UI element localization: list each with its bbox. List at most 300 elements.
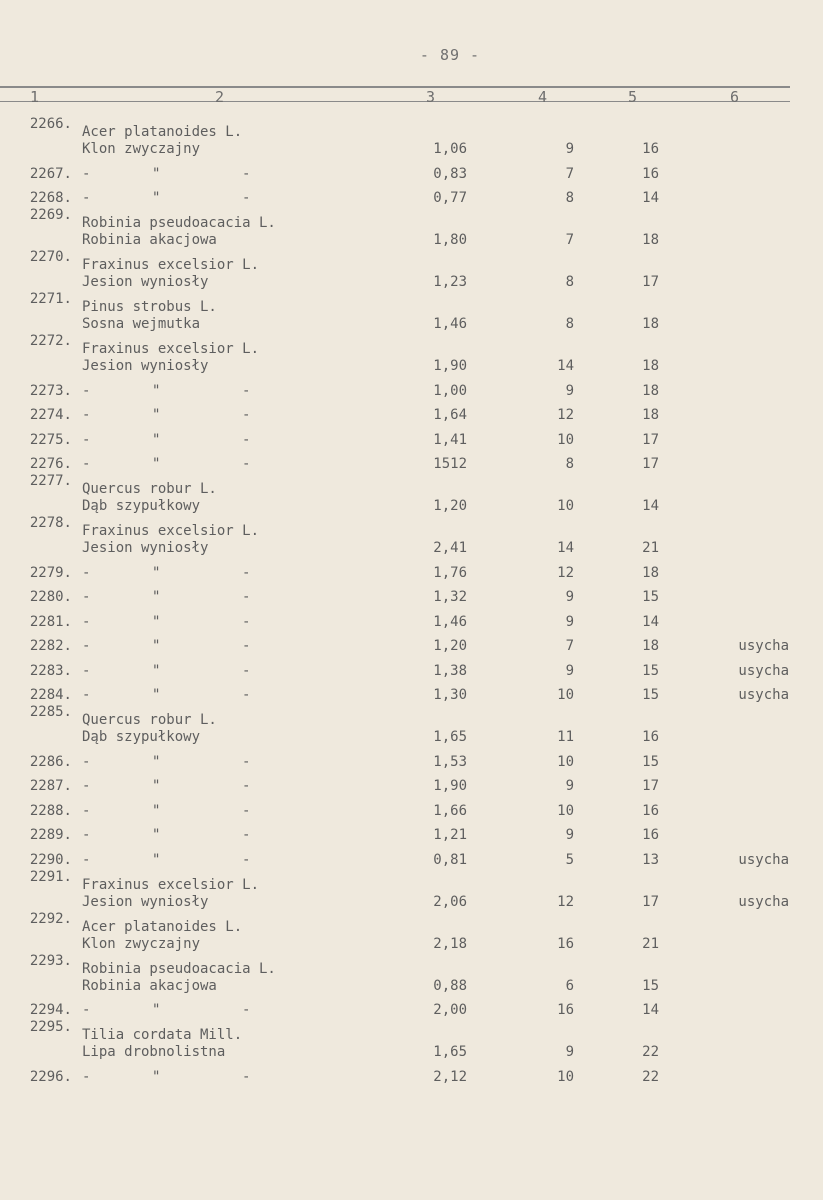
polish-name: Dąb szypułkowy (82, 498, 201, 514)
latin-name: Fraxinus excelsior L. (82, 523, 260, 539)
ditto-mark: " (152, 456, 161, 472)
ditto-dash: - (242, 165, 251, 182)
entry-number: 2283. (29, 662, 72, 679)
age-value: 14 (642, 613, 659, 630)
header-rule-top (0, 86, 790, 88)
ditto-mark: " (152, 638, 161, 654)
remarks-value (659, 771, 797, 796)
table-row (0, 582, 797, 607)
age-value: 15 (642, 662, 659, 679)
age-value: 14 (642, 1002, 659, 1018)
entry-number: 2290. (29, 851, 72, 868)
diameter-value: 1,46 (433, 316, 467, 332)
latin-name: Quercus robur L. (82, 712, 217, 728)
diameter-value: 2,41 (433, 540, 467, 556)
remarks-value: usycha (738, 662, 789, 679)
species-name (78, 795, 417, 820)
ditto-dash: - (82, 190, 91, 206)
diameter-value: 1,30 (433, 687, 467, 703)
entry-number: 2289. (29, 827, 72, 843)
entry-number: 2284. (29, 687, 72, 703)
height-value: 12 (557, 893, 574, 910)
polish-name: Dąb szypułkowy (82, 729, 201, 745)
entry-number: 2278. (29, 515, 72, 531)
height-value: 10 (557, 431, 574, 448)
ditto-mark: " (152, 1068, 161, 1085)
ditto-mark: " (152, 613, 161, 630)
entry-number: 2296. (29, 1068, 72, 1085)
diameter-value: 0,88 (433, 977, 467, 994)
table-row (0, 869, 797, 911)
height-value: 10 (557, 1068, 574, 1085)
entry-number: 2270. (29, 249, 72, 265)
age-value: 22 (642, 1068, 659, 1085)
ditto-dash: - (242, 851, 251, 868)
ditto-dash: - (82, 165, 91, 182)
ditto-dash: - (242, 687, 251, 703)
species-name (78, 158, 417, 183)
latin-name: Pinus strobus L. (82, 299, 217, 315)
table-row (0, 631, 797, 656)
entry-number: 2269. (29, 207, 72, 223)
polish-name: Klon zwyczajny (82, 141, 201, 157)
ditto-dash: - (242, 662, 251, 679)
age-value: 21 (642, 540, 659, 556)
entry-number: 2279. (29, 564, 72, 581)
species-name (78, 844, 417, 869)
ditto-mark: " (152, 407, 161, 423)
ditto-mark: " (152, 851, 161, 868)
table-row (0, 557, 797, 582)
diameter-value: 1,06 (433, 141, 467, 157)
species-name (78, 953, 417, 995)
table-row (0, 680, 797, 705)
ditto-dash: - (242, 190, 251, 206)
column-number-5: 5 (628, 88, 638, 106)
remarks-value (659, 704, 797, 746)
height-value: 7 (565, 638, 574, 654)
remarks-value (659, 207, 797, 249)
remarks-value (659, 820, 797, 845)
ditto-mark: " (152, 165, 161, 182)
polish-name: Jesion wyniosły (82, 358, 209, 374)
age-value: 14 (642, 498, 659, 514)
diameter-value: 1,90 (433, 778, 467, 794)
age-value: 17 (642, 431, 659, 448)
species-name (78, 746, 417, 771)
ditto-mark: " (152, 1002, 161, 1018)
header-rule-bottom (0, 101, 790, 102)
entry-number: 2281. (29, 613, 72, 630)
remarks-value (659, 291, 797, 333)
table-row (0, 207, 797, 249)
ditto-mark: " (152, 687, 161, 703)
species-name (78, 869, 417, 911)
species-name (78, 771, 417, 796)
entry-number: 2285. (29, 704, 72, 720)
table-row (0, 424, 797, 449)
age-value: 16 (642, 827, 659, 843)
entry-number: 2293. (29, 952, 72, 969)
age-value: 15 (642, 687, 659, 703)
entry-number: 2295. (29, 1019, 72, 1035)
remarks-value (659, 995, 797, 1020)
ditto-dash: - (82, 851, 91, 868)
species-name (78, 291, 417, 333)
ditto-mark: " (152, 778, 161, 794)
species-name (78, 1061, 417, 1086)
ditto-dash: - (242, 1068, 251, 1085)
diameter-value: 1,53 (433, 753, 467, 770)
latin-name: Robinia pseudoacacia L. (82, 960, 276, 977)
age-value: 18 (642, 407, 659, 423)
diameter-value: 1,00 (433, 382, 467, 399)
height-value: 10 (557, 687, 574, 703)
ditto-mark: " (152, 382, 161, 399)
column-number-1: 1 (30, 88, 40, 106)
diameter-value: 2,00 (433, 1002, 467, 1018)
height-value: 12 (557, 564, 574, 581)
height-value: 8 (565, 274, 574, 290)
height-value: 8 (565, 316, 574, 332)
table-row (0, 771, 797, 796)
age-value: 18 (642, 232, 659, 248)
height-value: 14 (557, 358, 574, 374)
diameter-value: 1,65 (433, 1044, 467, 1060)
height-value: 11 (557, 729, 574, 745)
diameter-value: 1,21 (433, 827, 467, 843)
table-row (0, 911, 797, 953)
age-value: 18 (642, 564, 659, 581)
height-value: 10 (557, 498, 574, 514)
page-number: - 89 - (419, 46, 481, 64)
latin-name: Quercus robur L. (82, 481, 217, 497)
ditto-dash: - (242, 431, 251, 448)
polish-name: Klon zwyczajny (82, 935, 201, 952)
polish-name: Robinia akacjowa (82, 232, 217, 248)
ditto-dash: - (242, 613, 251, 630)
remarks-value (659, 183, 797, 208)
age-value: 16 (642, 165, 659, 182)
ditto-dash: - (82, 638, 91, 654)
polish-name: Lipa drobnolistna (82, 1044, 226, 1060)
diameter-value: 1,20 (433, 638, 467, 654)
entry-number: 2273. (29, 382, 72, 399)
remarks-value (659, 557, 797, 582)
ditto-dash: - (242, 589, 251, 605)
species-name (78, 631, 417, 656)
height-value: 16 (557, 935, 574, 952)
species-name (78, 473, 417, 515)
latin-name: Tilia cordata Mill. (82, 1027, 243, 1043)
species-name (78, 333, 417, 375)
remarks-value (659, 473, 797, 515)
age-value: 15 (642, 589, 659, 605)
ditto-dash: - (82, 753, 91, 770)
species-name (78, 424, 417, 449)
remarks-value: usycha (738, 687, 789, 703)
diameter-value: 1,20 (433, 498, 467, 514)
height-value: 6 (565, 977, 574, 994)
ditto-dash: - (242, 382, 251, 399)
age-value: 16 (642, 141, 659, 157)
ditto-mark: " (152, 431, 161, 448)
ditto-dash: - (82, 802, 91, 819)
species-name (78, 116, 417, 158)
age-value: 13 (642, 851, 659, 868)
height-value: 14 (557, 540, 574, 556)
entry-number: 2272. (29, 333, 72, 349)
table-row (0, 795, 797, 820)
age-value: 18 (642, 358, 659, 374)
entry-number: 2267. (29, 165, 72, 182)
latin-name: Fraxinus excelsior L. (82, 257, 260, 273)
diameter-value: 2,12 (433, 1068, 467, 1085)
table-row (0, 291, 797, 333)
diameter-value: 1,46 (433, 613, 467, 630)
table-row (0, 375, 797, 400)
ditto-dash: - (242, 407, 251, 423)
table-row (0, 844, 797, 869)
age-value: 17 (642, 778, 659, 794)
ditto-dash: - (82, 456, 91, 472)
ditto-dash: - (82, 589, 91, 605)
height-value: 9 (565, 778, 574, 794)
ditto-dash: - (242, 827, 251, 843)
entry-number: 2277. (29, 473, 72, 489)
height-value: 9 (565, 827, 574, 843)
height-value: 9 (565, 382, 574, 399)
ditto-dash: - (82, 687, 91, 703)
height-value: 16 (557, 1002, 574, 1018)
remarks-value (659, 746, 797, 771)
species-name (78, 995, 417, 1020)
diameter-value: 1,64 (433, 407, 467, 423)
remarks-value (659, 953, 797, 995)
remarks-value (659, 424, 797, 449)
age-value: 18 (642, 638, 659, 654)
remarks-value (659, 582, 797, 607)
height-value: 8 (565, 456, 574, 472)
age-value: 18 (642, 316, 659, 332)
polish-name: Jesion wyniosły (82, 540, 209, 556)
remarks-value (659, 606, 797, 631)
species-name (78, 515, 417, 557)
entry-number: 2292. (29, 910, 72, 927)
remarks-value (659, 158, 797, 183)
table-row (0, 400, 797, 425)
ditto-dash: - (82, 431, 91, 448)
ditto-dash: - (242, 1002, 251, 1018)
age-value: 22 (642, 1044, 659, 1060)
entry-number: 2275. (29, 431, 72, 448)
ditto-mark: " (152, 589, 161, 605)
entry-number: 2271. (29, 291, 72, 307)
species-name (78, 820, 417, 845)
column-number-4: 4 (538, 88, 548, 106)
species-name (78, 183, 417, 208)
remarks-value (659, 1019, 797, 1061)
height-value: 10 (557, 753, 574, 770)
table-row (0, 116, 797, 158)
height-value: 9 (565, 589, 574, 605)
table-row (0, 158, 797, 183)
age-value: 21 (642, 935, 659, 952)
ditto-dash: - (82, 1002, 91, 1018)
age-value: 17 (642, 274, 659, 290)
polish-name: Jesion wyniosły (82, 274, 209, 290)
remarks-value: usycha (738, 638, 789, 654)
column-number-3: 3 (426, 88, 436, 106)
height-value: 10 (557, 802, 574, 819)
ditto-dash: - (82, 407, 91, 423)
entry-number: 2294. (29, 1002, 72, 1018)
ditto-mark: " (152, 190, 161, 206)
polish-name: Jesion wyniosły (82, 893, 209, 910)
diameter-value: 1,90 (433, 358, 467, 374)
tree-register-table (0, 116, 797, 1086)
diameter-value: 1,23 (433, 274, 467, 290)
remarks-value (659, 449, 797, 474)
remarks-value (659, 515, 797, 557)
table-row (0, 333, 797, 375)
diameter-value: 0,77 (433, 190, 467, 206)
species-name (78, 582, 417, 607)
entry-number: 2276. (29, 456, 72, 472)
species-name (78, 655, 417, 680)
polish-name: Sosna wejmutka (82, 316, 201, 332)
column-number-6: 6 (730, 88, 740, 106)
entry-number: 2274. (29, 407, 72, 423)
entry-number: 2280. (29, 589, 72, 605)
latin-name: Acer platanoides L. (82, 124, 243, 140)
remarks-value (659, 375, 797, 400)
table-row (0, 746, 797, 771)
ditto-dash: - (242, 456, 251, 472)
species-name (78, 606, 417, 631)
height-value: 8 (565, 190, 574, 206)
species-name (78, 704, 417, 746)
diameter-value: 0,81 (433, 851, 467, 868)
species-name (78, 911, 417, 953)
entry-number: 2291. (29, 868, 72, 885)
species-name (78, 1019, 417, 1061)
remarks-value: usycha (738, 851, 789, 868)
ditto-dash: - (242, 802, 251, 819)
table-row (0, 953, 797, 995)
column-number-2: 2 (215, 88, 225, 106)
ditto-dash: - (242, 638, 251, 654)
height-value: 7 (565, 165, 574, 182)
ditto-mark: " (152, 662, 161, 679)
ditto-dash: - (242, 564, 251, 581)
age-value: 18 (642, 382, 659, 399)
table-row (0, 1019, 797, 1061)
ditto-mark: " (152, 802, 161, 819)
latin-name: Fraxinus excelsior L. (82, 876, 260, 893)
entry-number: 2286. (29, 753, 72, 770)
table-row (0, 704, 797, 746)
species-name (78, 557, 417, 582)
height-value: 9 (565, 662, 574, 679)
table-row (0, 1061, 797, 1086)
age-value: 16 (642, 729, 659, 745)
ditto-dash: - (82, 827, 91, 843)
entry-number: 2268. (29, 190, 72, 206)
species-name (78, 375, 417, 400)
diameter-value: 0,83 (433, 165, 467, 182)
entry-number: 2266. (29, 116, 72, 132)
table-row (0, 995, 797, 1020)
ditto-dash: - (82, 564, 91, 581)
latin-name: Robinia pseudoacacia L. (82, 215, 276, 231)
entry-number: 2282. (29, 638, 72, 654)
age-value: 17 (642, 893, 659, 910)
diameter-value: 1,41 (433, 431, 467, 448)
table-row (0, 183, 797, 208)
ditto-mark: " (152, 753, 161, 770)
table-row (0, 249, 797, 291)
remarks-value (659, 795, 797, 820)
table-row (0, 655, 797, 680)
diameter-value: 1,76 (433, 564, 467, 581)
diameter-value: 2,18 (433, 935, 467, 952)
ditto-dash: - (82, 778, 91, 794)
remarks-value (659, 400, 797, 425)
height-value: 5 (565, 851, 574, 868)
diameter-value: 1,66 (433, 802, 467, 819)
remarks-value (659, 116, 797, 158)
age-value: 14 (642, 190, 659, 206)
ditto-mark: " (152, 564, 161, 581)
height-value: 9 (565, 141, 574, 157)
species-name (78, 249, 417, 291)
remarks-value (659, 333, 797, 375)
ditto-dash: - (82, 662, 91, 679)
ditto-dash: - (82, 382, 91, 399)
diameter-value: 2,06 (433, 893, 467, 910)
table-row (0, 606, 797, 631)
table-row (0, 449, 797, 474)
table-row (0, 820, 797, 845)
species-name (78, 680, 417, 705)
remarks-value (659, 249, 797, 291)
diameter-value: 1512 (433, 456, 467, 472)
table-row (0, 473, 797, 515)
height-value: 9 (565, 613, 574, 630)
species-name (78, 400, 417, 425)
diameter-value: 1,38 (433, 662, 467, 679)
entry-number: 2287. (29, 778, 72, 794)
ditto-dash: - (242, 753, 251, 770)
ditto-dash: - (242, 778, 251, 794)
remarks-value: usycha (738, 893, 789, 910)
entry-number: 2288. (29, 802, 72, 819)
height-value: 12 (557, 407, 574, 423)
height-value: 7 (565, 232, 574, 248)
remarks-value (659, 911, 797, 953)
polish-name: Robinia akacjowa (82, 977, 217, 994)
latin-name: Fraxinus excelsior L. (82, 341, 260, 357)
height-value: 9 (565, 1044, 574, 1060)
diameter-value: 1,80 (433, 232, 467, 248)
species-name (78, 449, 417, 474)
remarks-value (659, 1061, 797, 1086)
latin-name: Acer platanoides L. (82, 918, 243, 935)
age-value: 15 (642, 753, 659, 770)
table-row (0, 515, 797, 557)
diameter-value: 1,32 (433, 589, 467, 605)
